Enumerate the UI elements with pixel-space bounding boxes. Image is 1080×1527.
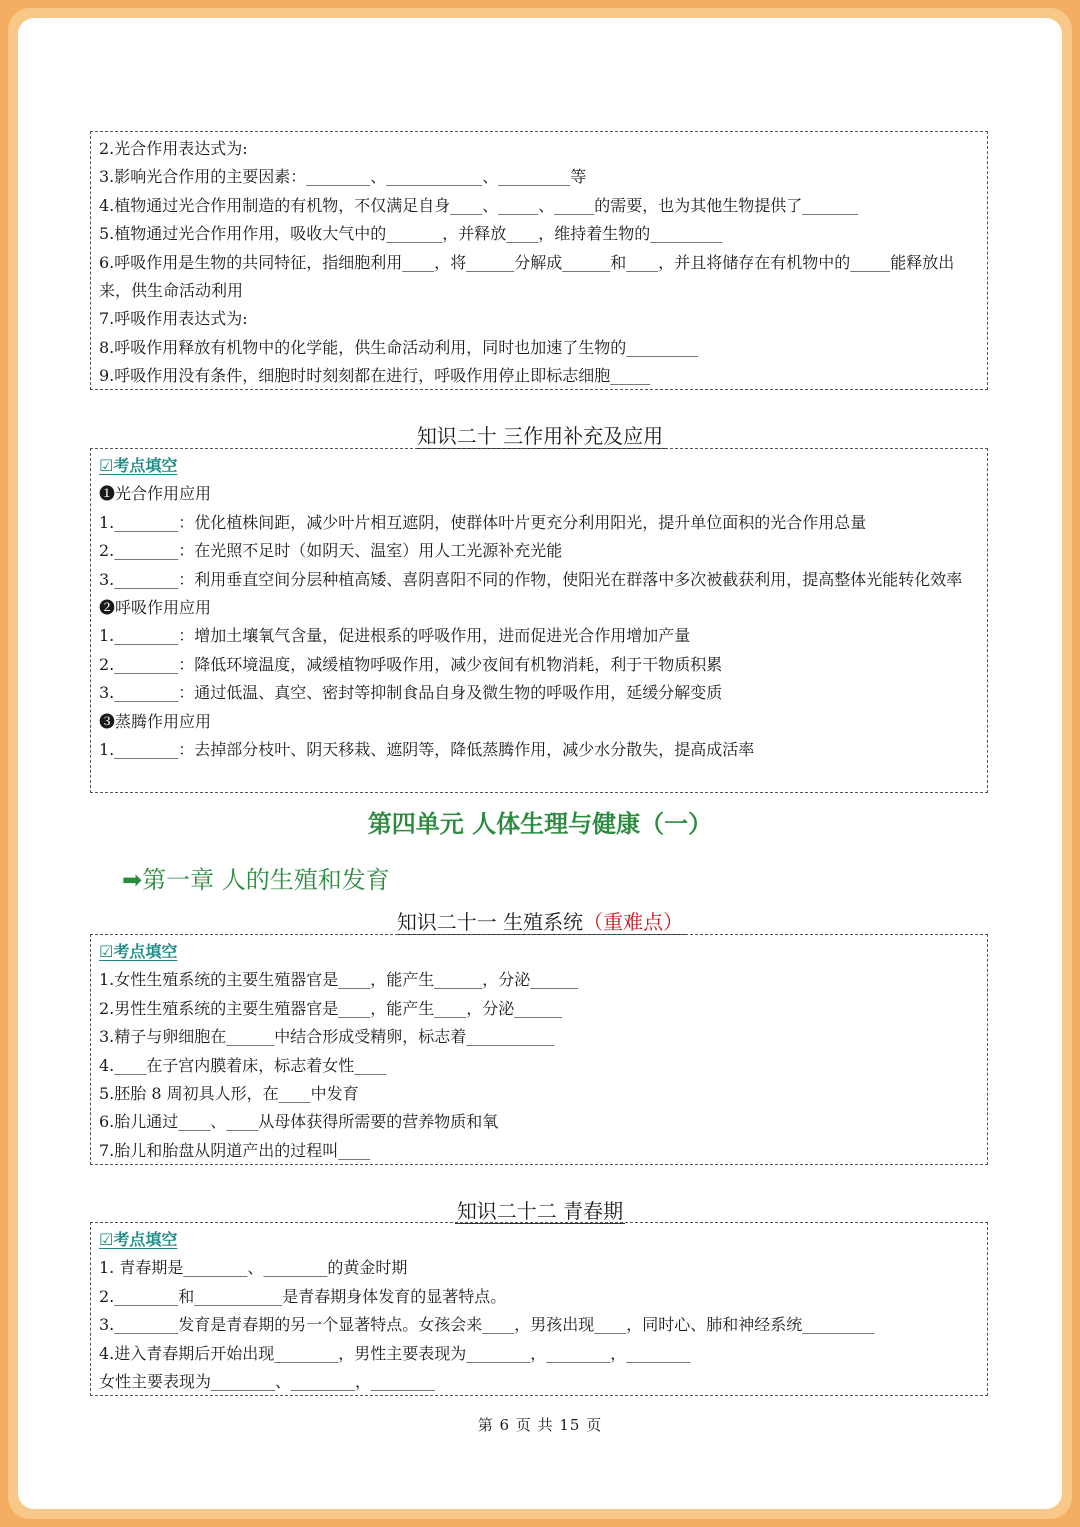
list-item: 2.光合作用表达式为: <box>99 139 248 158</box>
subheading: ❶光合作用应用 <box>99 484 212 504</box>
check-heading: ☑考点填空 <box>99 1230 178 1249</box>
list-item: 9.呼吸作用没有条件，细胞时时刻刻都在进行，呼吸作用停止即标志细胞_____ <box>99 366 651 386</box>
list-item: 女性主要表现为________、________，________ <box>99 1372 436 1392</box>
subheading: ❸蒸腾作用应用 <box>99 711 212 731</box>
list-item: 6.呼吸作用是生物的共同特征，指细胞利用____，将______分解成______和____，并且将储存在有机物中的_____能释放出来，供生命活动利用 <box>99 252 955 301</box>
list-item: 3.________：利用垂直空间分层种植高矮、喜阴喜阳不同的作物，使阳光在群落中多次被截获利用，提高整体光能转化效率 <box>99 569 963 589</box>
list-item: 4.进入青春期后开始出现________，男性主要表现为________，________，________ <box>99 1343 691 1363</box>
list-item: 7.胎儿和胎盘从阴道产出的过程叫____ <box>99 1140 371 1160</box>
list-item: 3.精子与卵细胞在______中结合形成受精卵，标志着___________ <box>99 1027 555 1047</box>
section-title-text: 知识二十一 生殖系统 <box>396 910 584 934</box>
key-point-tag: （重难点） <box>583 910 684 934</box>
list-item: 1.________：优化植株间距，减少叶片相互遮阴，使群体叶片更充分利用阳光，提升单位面积的光合作用总量 <box>99 512 867 532</box>
list-item: 3.________发育是青春期的另一个显著特点。女孩会来____，男孩出现____，同时心、肺和神经系统_________ <box>99 1315 875 1335</box>
list-item: 2.________：在光照不足时（如阴天、温室）用人工光源补充光能 <box>99 541 563 561</box>
list-item: 1. 青春期是________、________的黄金时期 <box>99 1258 408 1278</box>
fill-blank-box-applications <box>90 448 988 793</box>
list-item: 4.____在子宫内膜着床，标志着女性____ <box>99 1055 387 1075</box>
section-title <box>0 906 1080 935</box>
list-item: 8.呼吸作用释放有机物中的化学能，供生命活动利用，同时也加速了生物的_________ <box>99 337 699 357</box>
list-item: 5.胚胎 8 周初具人形，在____中发育 <box>99 1084 359 1104</box>
section-title-text: 知识二十 三作用补充及应用 <box>416 424 664 448</box>
check-heading: ☑考点填空 <box>99 942 178 961</box>
subheading: ❷呼吸作用应用 <box>99 598 212 618</box>
list-item: 7.呼吸作用表达式为: <box>99 309 248 329</box>
list-item: 1.________：增加土壤氧气含量，促进根系的呼吸作用，进而促进光合作用增加产量 <box>99 626 691 646</box>
list-item: 3.________：通过低温、真空、密封等抑制食品自身及微生物的呼吸作用，延缓分解变质 <box>99 683 723 703</box>
list-item: 6.胎儿通过____、____从母体获得所需要的营养物质和氧 <box>99 1112 499 1132</box>
unit-title: 第四单元 人体生理与健康（一） <box>367 810 713 838</box>
list-item: 1.女性生殖系统的主要生殖器官是____，能产生______，分泌______ <box>99 970 579 990</box>
list-item: 5.植物通过光合作用作用，吸收大气中的_______，并释放____，维持着生物的_________ <box>99 224 723 244</box>
section-title <box>0 420 1080 449</box>
fill-blank-box-puberty <box>90 1222 988 1396</box>
section-title-text: 知识二十二 青春期 <box>456 1199 624 1223</box>
list-item: 2.男性生殖系统的主要生殖器官是____，能产生____，分泌______ <box>99 998 563 1018</box>
list-item: 4.植物通过光合作用制造的有机物，不仅满足自身____、_____、_____的需要，也为其他生物提供了_______ <box>99 195 859 215</box>
chapter-title: ➡第一章 人的生殖和发育 <box>122 866 390 894</box>
section-title <box>0 1195 1080 1224</box>
check-heading: ☑考点填空 <box>99 456 178 475</box>
fill-blank-box-reproductive <box>90 934 988 1165</box>
list-item: 2.________：降低环境温度，减缓植物呼吸作用，减少夜间有机物消耗，利于干物质积累 <box>99 654 723 674</box>
list-item: 1.________：去掉部分枝叶、阴天移栽、遮阴等，降低蒸腾作用，减少水分散失，提高成活率 <box>99 740 755 760</box>
list-item: 3.影响光合作用的主要因素：________、____________、_________等 <box>99 167 587 187</box>
page-number: 第 6 页 共 15 页 <box>477 1416 603 1434</box>
fill-blank-box-photosynthesis <box>90 131 988 390</box>
list-item: 2.________和___________是青春期身体发育的显著特点。 <box>99 1286 507 1306</box>
